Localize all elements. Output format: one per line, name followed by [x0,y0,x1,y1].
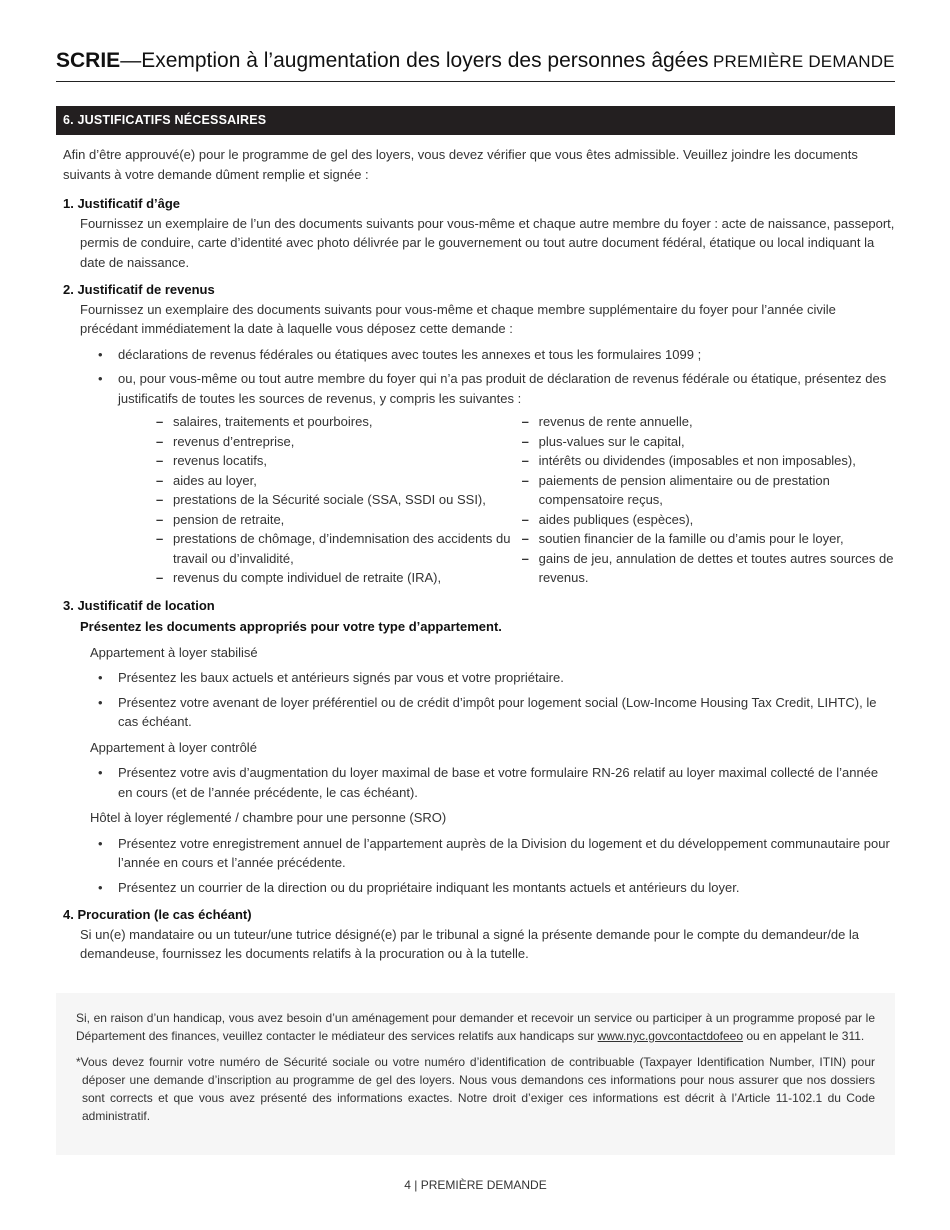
list-item: – soutien financier de la famille ou d’amis pour le loyer, [522,529,895,549]
item-title: 4. Procuration (le cas échéant) [63,907,252,922]
list-item: – prestations de chômage, d’indemnisation des accidents du travail ou d’invalidité, [156,529,522,568]
list-item: – aides au loyer, [156,471,522,491]
intro-text: Afin d’être approuvé(e) pour le programme de gel des loyers, vous devez vérifier que vous êtes admissible. Veuillez joindre les documents suivants à votre demande dûment remplie et signée : [63,147,858,182]
title-dash: — [120,49,142,72]
income-sources [156,412,895,588]
ssn-notice: *Vous devez fournir votre numéro de Sécurité sociale ou votre numéro d’identification de contribuable (Taxpayer Identification Number, ITIN) pour déposer une demande d’inscription au programme de gel des loyers. Nous vous demandons ces informations pour nous assurer que nos dossiers sont corrects et que vous avez présenté des informations exactes. Notre droit d’exiger ces informations est décrit à l’Article 11-102.1 du Code administratif. [76,1055,875,1123]
page-footer: 4 | PREMIÈRE DEMANDE [404,1178,547,1192]
list-item: • Présentez votre enregistrement annuel de l’appartement auprès de la Division du logement et du développement communautaire pour l’année en cours et l’année précédente. [80,834,895,873]
section-heading: 6. JUSTIFICATIFS NÉCESSAIRES [56,106,895,135]
list-item: – salaires, traitements et pourboires, [156,412,522,432]
bullet-list [63,345,895,588]
page-title-suffix: PREMIÈRE DEMANDE [713,52,895,71]
list-item: – gains de jeu, annulation de dettes et toutes autres sources de revenus. [522,549,895,588]
brand-title: SCRIE [56,49,121,72]
list-item: – paiements de pension alimentaire ou de prestation compensatoire reçus, [522,471,895,510]
item-subtitle: Présentez les documents appropriés pour votre type d’appartement. [80,619,502,634]
income-sources-left [156,412,522,588]
list-item: – prestations de la Sécurité sociale (SSA, SSDI ou SSI), [156,490,522,510]
notice-text: ou en appelant le 311. [743,1029,865,1043]
bullet-list [63,763,895,802]
section-content [63,145,895,972]
item-income-proof [63,280,895,588]
item-text: Fournissez un exemplaire des documents suivants pour vous-même et chaque membre supplémentaire du foyer pour l’année civile précédant immédiatement la date à laquelle vous déposez cette demande : [80,301,836,336]
list-item: – revenus locatifs, [156,451,522,471]
list-item: – pension de retraite, [156,510,522,530]
notice-box [56,993,895,1155]
item-title: 2. Justificatif de revenus [63,282,215,297]
list-item: • Présentez les baux actuels et antérieurs signés par vous et votre propriétaire. [80,668,895,688]
item-power-of-attorney [63,905,895,964]
list-item: – revenus de rente annuelle, [522,412,895,432]
page-header [56,49,895,82]
bullet-list [63,834,895,898]
accessibility-notice [76,1009,875,1045]
list-item: – revenus du compte individuel de retraite (IRA), [156,568,522,588]
income-sources-right [522,412,895,588]
item-text: Fournissez un exemplaire de l’un des documents suivants pour vous-même et chaque autre membre du foyer : acte de naissance, passeport, permis de conduire, carte d’identité avec photo délivrée par le gouvernement ou tout autre document fédéral, étatique ou local indiquant la date de naissance. [80,215,895,270]
list-item: • déclarations de revenus fédérales ou étatiques avec toutes les annexes et tous les formulaires 1099 ; [80,345,895,365]
item-age-proof [63,194,895,272]
page-title: Exemption à l’augmentation des loyers des personnes âgées [141,49,709,72]
subheading-sro: Hôtel à loyer réglementé / chambre pour une personne (SRO) [90,810,447,825]
subheading-controlled: Appartement à loyer contrôlé [90,739,257,755]
list-item-text: ou, pour vous-même ou tout autre membre du foyer qui n’a pas produit de déclaration de revenus fédérale ou étatique, présentez des justificatifs de toutes les sources de revenus, y compris les suivantes : [118,371,887,406]
list-item: – plus-values sur le capital, [522,432,895,452]
list-item: – revenus d’entreprise, [156,432,522,452]
item-title: 3. Justificatif de location [63,597,215,613]
bullet-list [63,668,895,732]
list-item: – aides publiques (espèces), [522,510,895,530]
list-item: • Présentez votre avis d’augmentation du loyer maximal de base et votre formulaire RN-26 relatif au loyer maximal collecté de l’année en cours (et de l’année précédente, le cas échéant). [80,763,895,802]
list-item: • Présentez un courrier de la direction ou du propriétaire indiquant les montants actuels et antérieurs du loyer. [80,878,895,898]
subheading-stabilized: Appartement à loyer stabilisé [90,644,258,660]
list-item [80,369,895,588]
notice-text: Si, en raison d’un handicap, vous avez besoin d’un aménagement pour demander et recevoir un service ou participer à un programme proposé par le Département des finances, veuillez contacter le médiateur des services relatifs aux handicaps sur [76,1011,875,1043]
list-item: – intérêts ou dividendes (imposables et non imposables), [522,451,895,471]
list-item: • Présentez votre avenant de loyer préférentiel ou de crédit d’impôt pour logement social (Low-Income Housing Tax Credit, LIHTC), le cas échéant. [80,693,895,732]
item-title: 1. Justificatif d’âge [63,196,181,211]
item-text: Si un(e) mandataire ou un tuteur/une tutrice désigné(e) par le tribunal a signé la présente demande pour le compte du demandeur/de la demandeuse, fournissez les documents relatifs à la procuration ou à la tutelle. [80,926,860,961]
contact-link[interactable]: www.nyc.govcontactdofeeo [597,1029,744,1043]
item-rental-proof [63,596,895,898]
